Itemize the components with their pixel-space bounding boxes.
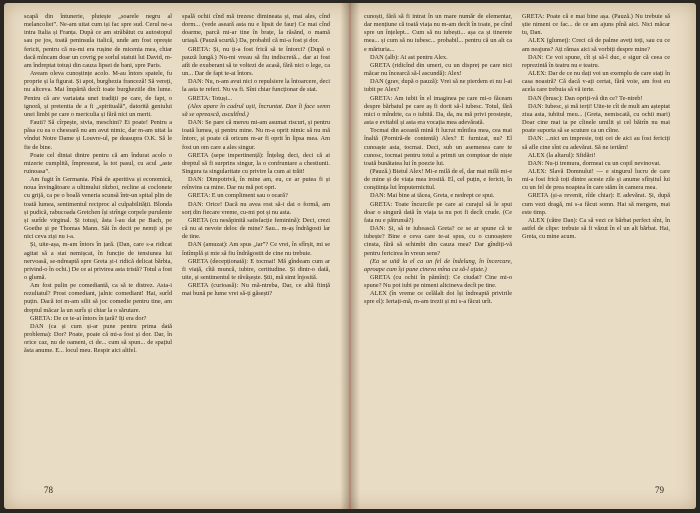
paragraph: GRETA (sepe impertinență): Înțeleg deci, deci că ai dreptul să fi surprins singur, la o confruntare a chestiunii. Singura ta singularitate cu privire la cum ai trăit! <box>182 151 330 175</box>
paragraph: GRETA (ridicînd din umeri, cu un dispreț pe care nici măcar nu încearcă să-l ascundă): Alex! <box>364 61 512 78</box>
paragraph: ALEX: Slavă Domnului! — e singurul lucru de care mi-a fost frică toți dintre aceste zile și anume sfîrșitul lui cu un fel de prea noaptea în care stăm în camera mea. <box>522 167 670 192</box>
paragraph: cunoști, fără să fi intrat în un mare număr de elementar, dar mențiune că toată viața nu m-am decît în toate, pe cînd spre un înțelept... Cum să nu iubești... așa ca și tinerete mea... și cum să nu iubesc... probabil... pentru că un alt ca e mărturia... <box>364 13 512 53</box>
paragraph: DAN (brusc): Dan opriți-vă din ce? Te-ntreb! <box>528 94 643 102</box>
paragraph: DAN (alb): Ai ast pentru Alex. <box>370 53 448 61</box>
left-page-column-1 <box>24 13 172 483</box>
paragraph: ALEX (la altarul): Sfidări! <box>528 151 596 159</box>
stage-direction: (Alex apare în cadrul ușii, încruntat. Dan îi face semn să se oprească, ascultînd.) <box>182 102 330 118</box>
left-page <box>4 3 350 509</box>
paragraph: GRETA: Poate că e mai bine așa. (Pauză.) Nu trebuie să știe nimeni ce fac... de ce am ajuns pînă aici. Nici măcar tu, Dan. <box>522 13 670 37</box>
paragraph: GRETA: Totuși... <box>188 94 233 102</box>
paragraph: DAN: Dimpotrivă, în mine am, eu, ce ar putea fi și reînvins ca mine. Dar nu mă pot opri. <box>182 176 330 192</box>
paragraph: scapă din întunerie, plutește „soarele negru al melancoliei”. Ne-am uitat cum iși fac spre sud. Cerul ne-a intra Italia și Franța. Dupã ce am străbătut cu autostopul sau pe jos, toată peninsula italică, unde am fost oprește fericit, pentru că nu-mi era rușine de micenia mea, chiar dacă mîncam doar un covrig pe sorlul statuii lui David, m-am îndreptat totuși din cauza lipsei de bani, spre Paris. <box>24 13 172 69</box>
paragraph: Am fost pulin pe comediantă, ca să te distrez. Asta-i rezultatul? Prost comediant, jalnic comediant! Hai, surîd puțin. Dacă tot m-am silit să joc comedie pentru tine, am dreptul măcar la un surîs și chiar la o sărutare. <box>24 282 172 314</box>
paragraph: DAN: Orice! Dacă nu avea rost să-i dai o formă, am sorț din fiecare vreme, cu-mi pot și nu asta. <box>182 200 330 216</box>
paragraph: GRETA (decepționată): E tocmai! Mă gîndeam cum ar fi viață, cîtă muncă, iubire, certitudine. Și dintr-o dată, uite, și sentimentul te răvășește. Știi, mă simt înjosită. <box>182 257 330 281</box>
paragraph: GRETA: De ce te-ai întors în țară? Iți era dor? <box>30 314 147 322</box>
stage-direction: (Ea se uită la el ca un fel de îndelung, în încercare, aproape cum își pune cineva mîna ca să-l ajute.) <box>364 257 512 273</box>
paragraph: ALEX (către Dan): Ca să vezi ce bărbat perfect sînt, în astfel de clipe: trebuie să fi văzut în el un alt bărbat. Hai, Greta, cu mine acum. <box>522 216 670 241</box>
paragraph: ALEX: Dar de ce nu dați voi un exemplu de care stați în casa noastră? Că dacă v-ați certat, fără voie, am fost eu acela care trebuia să vă ierte. <box>522 70 670 94</box>
paragraph: Aveam oleva cunoștințe acolo. M-au întors spatele, fu proprie și la figurat. Și apoi, burghezia franceză! Să vereți, nu altceva. Mai împărtă decît toate burgheziile din lume. Pentru că are variatata unei tradiții pe care, de fapt, o ignoră, și pretentia de a fi „spirituală”, datorită geniului unei limbi pe care o mericulia și fără nici un merit. <box>24 70 172 118</box>
paragraph: GRETA: Toate încurcile pe care ai curajul să le spui doar o singură dată în viața ta nu pot fi decît crude. (Ce fata nu e pătrunsă?) <box>364 200 512 224</box>
left-page-column-2 <box>182 13 330 483</box>
paragraph: GRETA: Am iubit în el imaginea pe care mi-o făceam despre bărbatul pe care aș fi dorit să-l iubesc. Totul, fără mici o mîndrie, ca o iubită. Da, da, nu mă privi prostește, asta e evitabil și asta era vocația mea adevărată. <box>364 94 512 127</box>
paragraph: Și, uite-așa, m-am întors în țară. (Dan, care s-a ridicat agitat să a stat nemișcat, în funcție de tensiunea lui nervoasă, se-ndreaptă spre Greta și-i ridică delicat bărbia, privind-o în ochi.) De ce ai privirea asta tristă? Totul a fost o glumă. <box>24 241 172 281</box>
right-page <box>350 3 696 509</box>
paragraph: DAN: Nu-ți tremura, dormeai cu un copil nevinovat. <box>528 159 661 167</box>
paragraph: DAN: Se pare că mereu mi-am asumat riscuri, și pentru toată lumea, și pentru mine. Nu m-a oprit nimic să nu mă întorc, și poate că oricum m-ar fi oprit în lipsa mea. Am fost un om care a ales singur. <box>182 119 330 151</box>
paragraph: DAN: Ce voi spune, cît și să-l duc, e sigur că ceea ce reprezintă în teatru nu e teatru. <box>522 53 670 69</box>
page-number: 79 <box>655 485 664 495</box>
paragraph: DAN: Nu, n-am avut nici o repulsiere la întoarcere, deci la asta te referi. Nu va fi. Sînt chiar funcționar de stat. <box>182 78 330 94</box>
right-page-column-2 <box>522 13 670 483</box>
paragraph: spală ochii cînd mă trezesc dimineata și, mai ales, cînd dorm... (vede aseară asta nu e lipsit de faur) Ce mai cînd doarme, parcă mi-ar tine în brațe, la răsănd, o mamă uriașă. (Pauză scurtă.) Da, probabil că mi-a fost și dor. <box>182 13 330 45</box>
paragraph: Tocmai din această mină fi lucrat mînilea mea, cea mai înaltă (Porniră-de contentă) Alex? E furnizat, nu? El cunoaște asta, tocmai. Deci, sub un asemenea care te cunosc, tocmai pentru totul a primit un comptoar de niște toată bunătatea lui în poezie lui. <box>364 127 512 167</box>
paragraph: GRETA: Și, nu ți-a fost frică să te întorci? (După o pauză lungă.) Nu-mi vreau să fiu indiscretă... dar ai fost atît de exuberant să te voltezi de acasă, fără nici o lege, ca un... Dar de fapt te-ai întors. <box>182 45 330 78</box>
paragraph: DAN (amuzat): Am spus „iar”? Ce vrei, în sfîrșit, mi se întîmplă și mie să fiu îndrăgostit de cine nu trebuie. <box>182 241 330 257</box>
paragraph: DAN (ca și cum și-ar pune pentru prima dată problema): Dor? Poate, poate că mi-a fost și dor. Dar, în orice caz, nu de oameni, ci de... cum să spun... de spațiul ăsta anume. E... locul meu. Respir aici altfel. <box>24 322 172 355</box>
paragraph: GRETA: E un compliment sau o ocară? <box>188 192 288 200</box>
paragraph: DAN: Mai bine ai tăcea, Greta, e nedrept ce spui. <box>370 192 495 200</box>
paragraph: GRETA (cu nesăpinită satisfacție feminină): Deci, crezi că nu ai nevoie deloc de mine? Sau... m-aș îndrăgosti lar de tine. <box>182 216 330 241</box>
paragraph: Fauti? Să cîrpește, stvia, meschini? Ei poate! Pentru a păsa cu ea o chesoară nu am avut nimic, dar m-am uitat la vîndut Notre Dame și Louvre-ul, pe deasupra O.K. Să le fie de bine. <box>24 119 172 151</box>
paragraph: Am fugit în Germania. Pînă de aperitiva și economică, noua învingătoare a ultimului război, recline ai coclonete cu grijă, ca pe o boală veneria scunsă într-un spital plin de toată lumea, sentimentul reciproc al culpabilității. Blonda și pudică, rabucoada Gretchen își strînge corpele purulente și surîde virginal. Și totuși, ăsta l-au dat pe Bach, pe Goethe și pe Thomas Mann. Săi în decit pe nemți și pe nici ceva ziși nu i-a. <box>24 176 172 241</box>
paragraph: ALEX (în vreme ce celălalt doi își îndreaptă privirile spre el): Iertați-mă, m-am trezit și mi s-a făcut urît. <box>364 290 512 306</box>
paragraph: DAN: Și, să te iubească Greta? ce se ar spune că te iubește? Bine e ceva care te-ai spus, cu o cunoaștere cinsta, fără să schimbi din cauza mea? Dar gîndiți-vă pentru fericirea în vreun sens? <box>364 225 512 257</box>
paragraph: GRETA (și-a revenit, rîde chiar): E adevărat. Și, după cum vezi dragă, mi s-a făcut somn. Hai să mergem, mai este timp. <box>522 192 670 216</box>
paragraph: DAN: Iubesc, și mă ierți! Uite-te cît de mult am așteptat ziua asta, iubitul meu... (Greta, nemiscată, cu ochii mari) Doar cine mai ia pe cîinele umilit și cel bătrîn nu mai poate suporta să se scuture ca un cîine. <box>522 102 670 135</box>
paragraph: (Pauză.) Bietul Alex! Mi-e milă de el, dar mai milă mi-e de mine și de viața mea irosită. El, cel puțin, e fericit, în conștiința lui împuternicitul. <box>364 167 512 192</box>
book-spread <box>4 3 696 509</box>
paragraph: Poate cel dintai dintre pentru că am îndurat acolo o mizerie cumplită, împresurat, la tot pasul, cu acul „aste ruinoasa”. <box>24 151 172 175</box>
paragraph: DAN: ...nici un impresie, toți cei de aici au fost fericiți să afle cine sînt cu adevărat. Să ne iertăm! <box>522 135 670 151</box>
paragraph: GRETA (cu ochii în pămînt): Ce ciudat? Cine mi-o spune? Nu pot iubi pe nimeni altcineva decît pe tine. <box>364 274 512 290</box>
paragraph: DAN (grav, după o pauză): Vrei să ne pierdem ei nu l-ai iubit pe Alex? <box>364 78 512 94</box>
page-number: 78 <box>44 485 53 495</box>
paragraph: GRETA (curioasă): Nu mă-ntreba, Dar, ce altă ființă mai bună pe lume vrei să-ți găsești? <box>182 282 330 298</box>
paragraph: ALEX (glumeț): Creci că de palme aveți toți, sau cu ce am neajuns? Ați rămas aici să vorbiți despre mine? <box>522 37 670 53</box>
right-page-column-1 <box>364 13 512 483</box>
